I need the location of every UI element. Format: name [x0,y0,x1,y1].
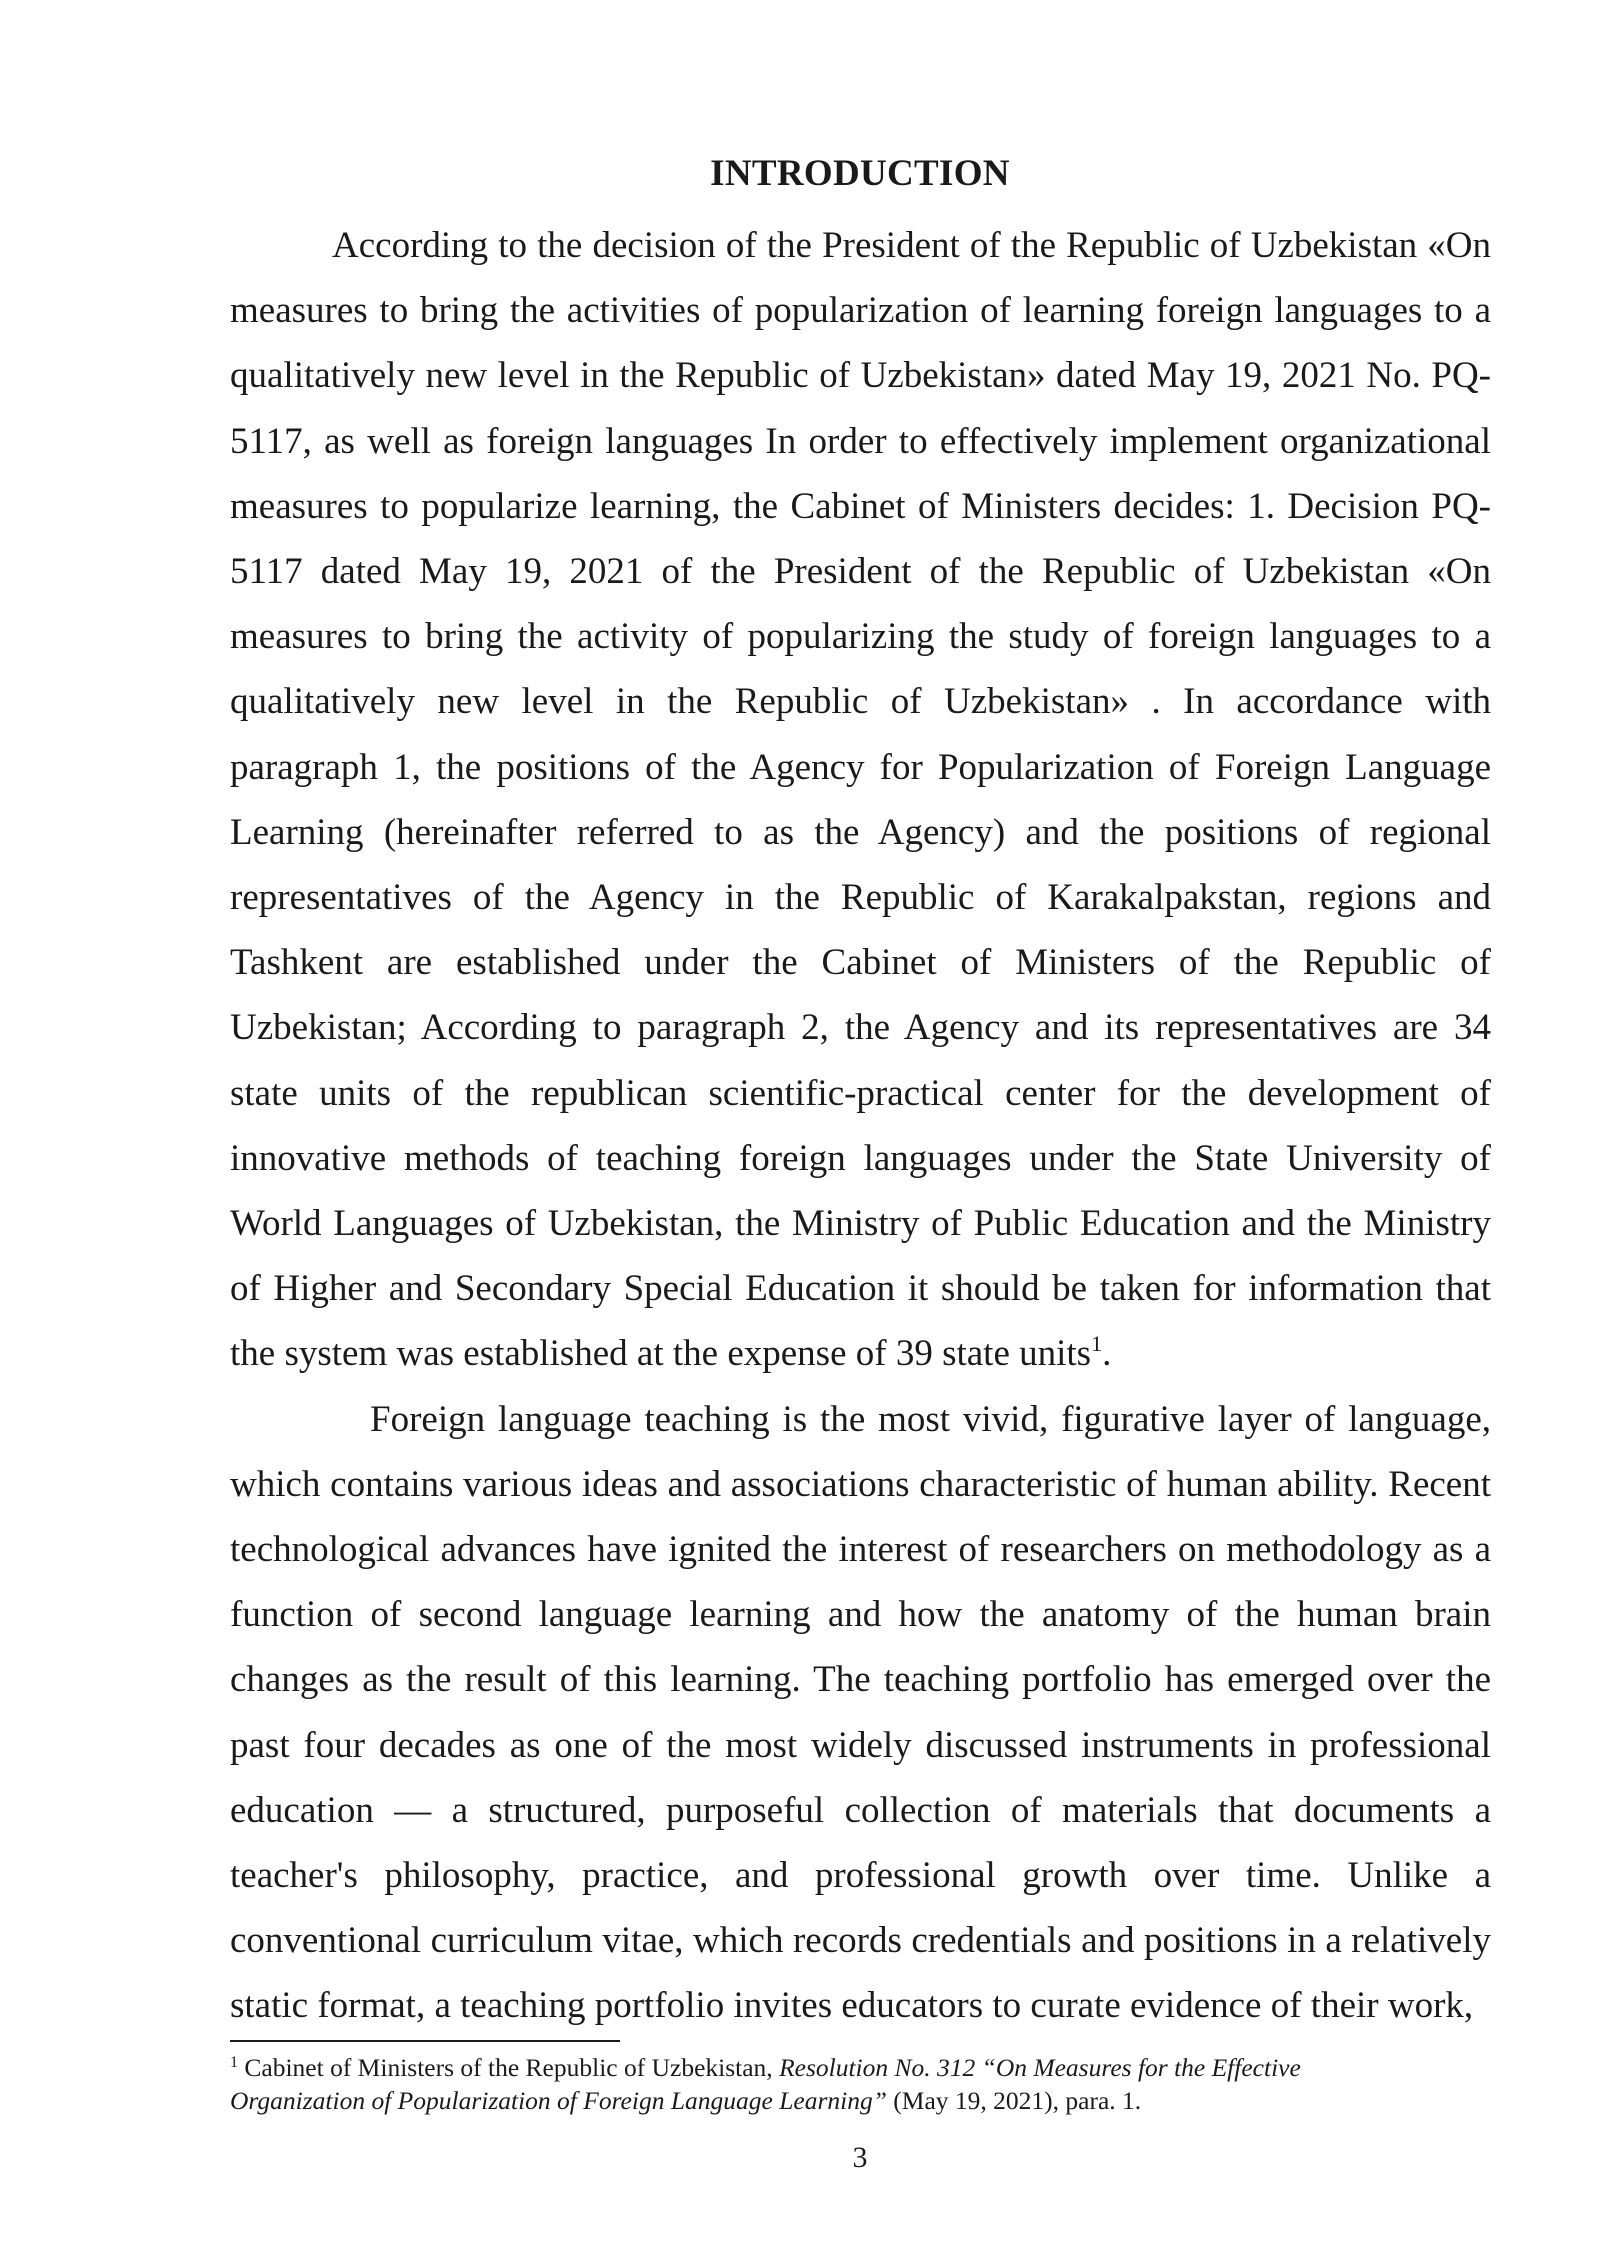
footnote-tail: (May 19, 2021), para. 1. [886,2086,1142,2115]
footnote-number: 1 [230,2054,238,2071]
paragraph-1 [230,213,1491,1387]
footnote [230,2051,1380,2117]
footnote-lead: Cabinet of Ministers of the Republic of Uzbekistan, [238,2053,780,2082]
paragraph-2-text: Foreign language teaching is the most vivid, figurative layer of language, which contains various ideas and associations characteristic of human ability. Recent technological advances have ignited the interest of researchers on methodology as a function of second language learning and how the anatomy of the human brain changes as the result of this learning. The teaching portfolio has emerged over the past four decades as one of the most widely discussed instruments in professional education — a structured, purposeful collection of materials that documents a teacher's philosophy, practice, and professional growth over time. Unlike a conventional curriculum vitae, which records credentials and positions in a relatively static format, a teaching portfolio invites educators to curate evidence of their work, [230,1398,1491,2027]
body-text [230,213,1491,2039]
page-heading: INTRODUCTION [710,153,1010,194]
footnote-title: Resolution No. 312 “On Measures for the Effective Organization of Popularization of Foreign Language Learning” [230,2053,1301,2115]
page-number: 3 [852,2141,868,2174]
paragraph-1-end: . [1102,1333,1112,1375]
paragraph-1-text: According to the decision of the President of the Republic of Uzbekistan «On measures to bring the activities of popularization of learning foreign languages to a qualitatively new level in the Republic of Uzbekistan» dated May 19, 2021 No. PQ-5117, as well as foreign languages In order to effectively implement organizational measures to popularize learning, the Cabinet of Ministers decides: 1. Decision PQ-5117 dated May 19, 2021 of the President of the Republic of Uzbekistan «On measures to bring the activity of popularizing the study of foreign languages to a qualitatively new level in the Republic of Uzbekistan» . In accordance with paragraph 1, the positions of the Agency for Popularization of Foreign Language Learning (hereinafter referred to as the Agency) and the positions of regional representatives of the Agency in the Republic of Karakalpakstan, regions and Tashkent are established under the Cabinet of Ministers of the Republic of Uzbekistan; According to paragraph 2, the Agency and its representatives are 34 state units of the republican scientific-practical center for the development of innovative methods of teaching foreign languages under the State University of World Languages of Uzbekistan, the Ministry of Public Education and the Ministry of Higher and Secondary Special Education it should be taken for information that the system was established at the expense of 39 state units [230,225,1491,1375]
footnote-reference: 1 [1091,1331,1103,1357]
paragraph-2 [230,1387,1491,2039]
footnote-separator [230,2040,620,2042]
